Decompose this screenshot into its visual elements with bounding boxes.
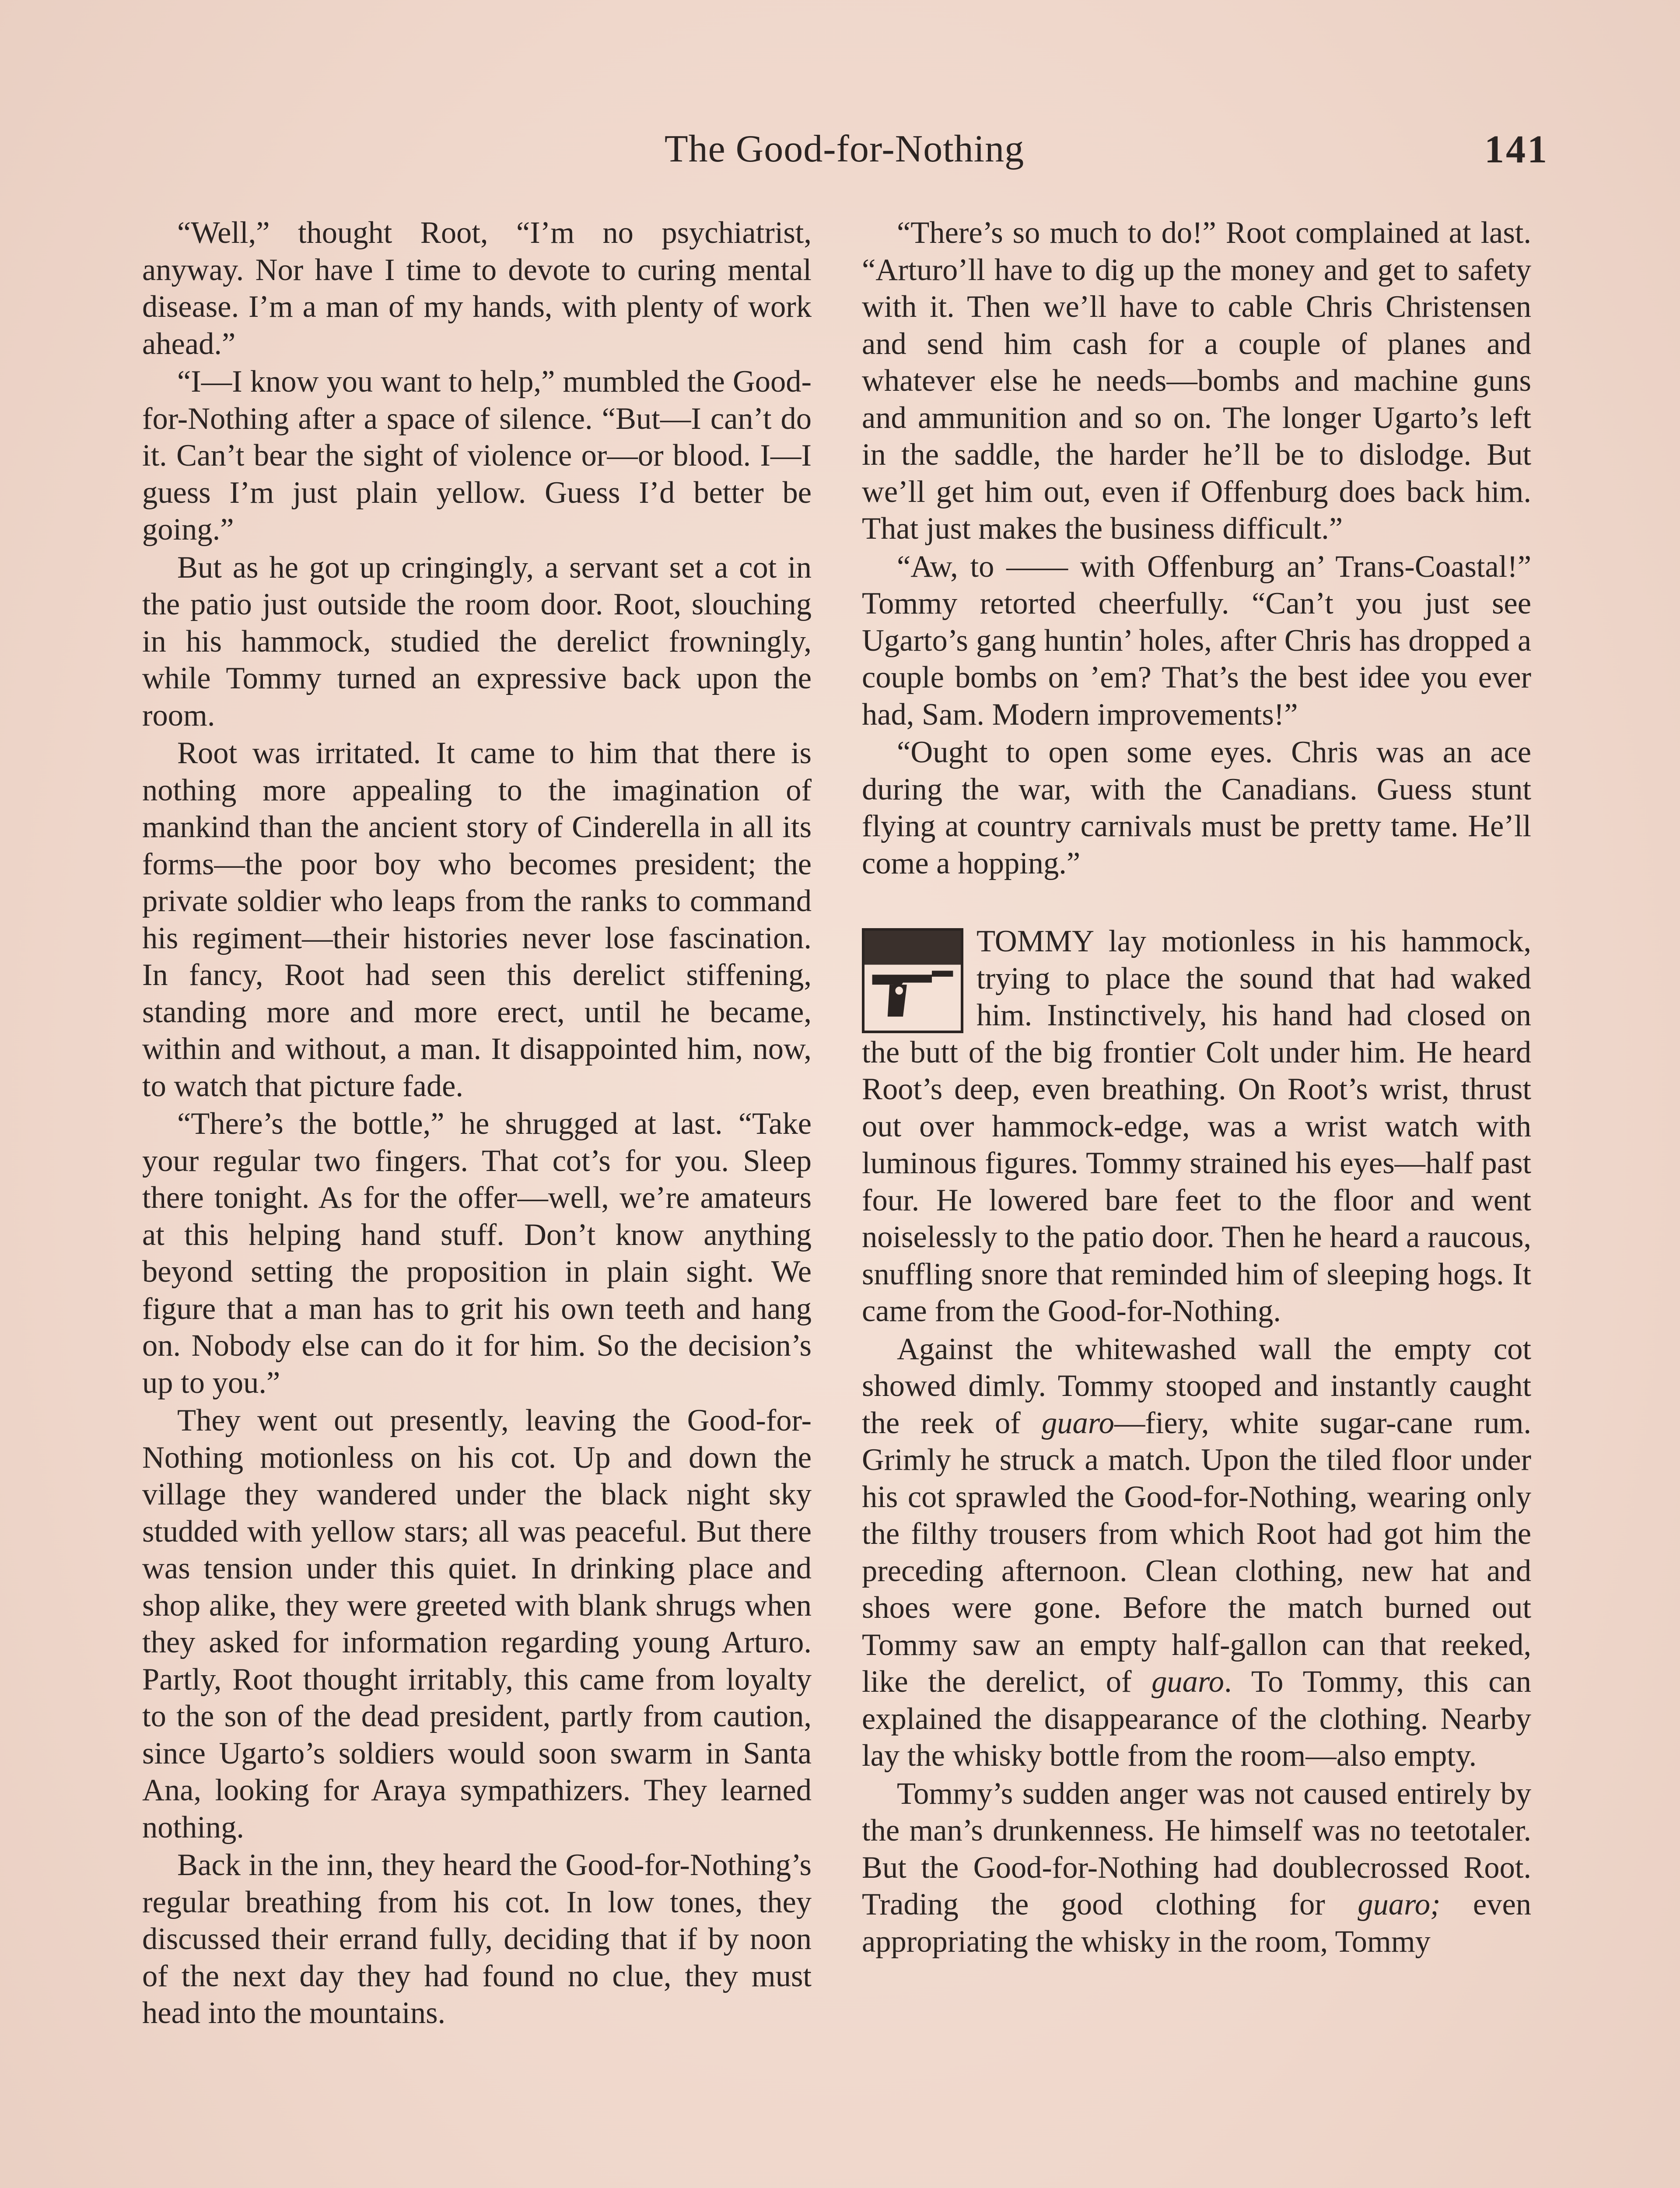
paragraph: But as he got up cringingly, a servant set a cot in the patio just outside the room door. Root, slouching in his hammock, studied the derelict frowningly, while Tommy turned an expressive back upon the room. (142, 550, 812, 733)
italic-word: guaro (1042, 1406, 1114, 1440)
text-run: even appropriating the whisky in the room, Tommy (862, 1887, 1531, 1959)
paragraph (862, 1775, 1531, 1960)
paragraph: “Ought to open some eyes. Chris was an ace during the war, with the Canadians. Guess stunt flying at country carnivals must be pretty tame. He’ll come a hopping.” (862, 735, 1531, 880)
running-title: The Good-for-Nothing (664, 128, 1025, 170)
running-header (140, 127, 1549, 184)
paragraph: “There’s the bottle,” he shrugged at last. “Take your regular two fingers. That cot’s for you. Sleep there tonight. As for the offer—well, we’re amateurs at this helping hand stuff. Don’t know anything beyond setting the proposition in plain sight. We figure that a man has to grit his own teeth and hang on. Nobody else can do it for him. So the decision’s up to you.” (142, 1107, 812, 1400)
section-break (862, 883, 1531, 923)
revolver-icon (862, 928, 963, 1033)
paragraph (862, 1331, 1531, 1774)
italic-word: guaro (1152, 1665, 1224, 1699)
text-run: . To Tommy, this can explained the disappearance of the clothing. Nearby lay the whisky bottle from the room—also empty. (862, 1665, 1532, 1773)
paragraph: “Well,” thought Root, “I’m no psychiatrist, anyway. Nor have I time to devote to curing mental disease. I’m a man of my hands, with plenty of work ahead.” (142, 216, 812, 361)
right-column (862, 214, 1531, 1961)
paragraph: “There’s so much to do!” Root complained at last. “Arturo’ll have to dig up the money and get to safety with it. Then we’ll have to cable Chris Christensen and send him cash for a couple of planes and whatever else he needs—bombs and machine guns and ammunition and so on. The longer Ugarto’s left in the saddle, the harder he’ll be to dislodge. But we’ll get him out, even if Offenburg does back him. That just makes the business difficult.” (862, 216, 1531, 546)
text-run: Tommy’s sudden anger was not caused entirely by the man’s drunkenness. He himself was no teetotaler. But the Good-for-Nothing had doublecrossed Root. Trading the good clothing for (862, 1776, 1531, 1922)
paragraph: Back in the inn, they heard the Good-for-Nothing’s regular breathing from his cot. In low tones, they discussed their errand fully, deciding that if by noon of the next day they had found no clue, they must head into the mountains. (142, 1848, 812, 2030)
text-run: —fiery, white sugar-cane rum. Grimly he struck a match. Upon the tiled floor under his cot sprawled the Good-for-Nothing, wearing only the filthy trousers from which Root had got him the preceding afternoon. Clean clothing, new hat and shoes were gone. Before the match burned out Tommy saw an empty half-gallon can that reeked, like the derelict, of (862, 1406, 1531, 1699)
paragraph: Root was irritated. It came to him that there is nothing more appealing to the imagination of mankind than the ancient story of Cinderella in all its forms—the poor boy who becomes president; the private soldier who leaps from the ranks to command his regiment—their histories never lose fascination. In fancy, Root had seen this derelict stiffening, standing more and more erect, until he became, within and without, a man. It disappointed him, now, to watch that picture fade. (142, 736, 812, 1103)
left-column (142, 214, 812, 2033)
page-number: 141 (1484, 128, 1549, 171)
section-opening-paragraph (862, 923, 1531, 1330)
italic-word: guaro; (1358, 1887, 1441, 1922)
section-opening-text: TOMMY lay motionless in his hammock, trying to place the sound that had waked him. Instinctively, his hand had closed on the butt of the big frontier Colt under him. He heard Root’s deep, even breathing. On Root’s wrist, thrust out over hammock-edge, was a wrist watch with luminous figures. Tommy strained his eyes—half past four. He lowered bare feet to the floor and went noiselessly to the patio door. Then he heard a raucous, snuffling snore that reminded him of sleeping hogs. It came from the Good-for-Nothing. (862, 924, 1531, 1328)
paragraph: “Aw, to —— with Offenburg an’ Trans-Coastal!” Tommy retorted cheerfully. “Can’t you just see Ugarto’s gang huntin’ holes, after Chris has dropped a couple bombs on ’em? That’s the best idee you ever had, Sam. Modern improvements!” (862, 549, 1531, 732)
paragraph: They went out presently, leaving the Good-for-Nothing motionless on his cot. Up and down the village they wandered under the black night sky studded with yellow stars; all was peaceful. But there was tension under this quiet. In drinking place and shop alike, they were greeted with blank shrugs when they asked for information regarding young Arturo. Partly, Root thought irritably, this came from loyalty to the son of the dead president, partly from caution, since Ugarto’s soldiers would soon swarm in Santa Ana, looking for Araya sympathizers. They learned nothing. (142, 1403, 812, 1844)
text-run: Against the whitewashed wall the empty cot showed dimly. Tommy stooped and instantly caught the reek of (862, 1332, 1531, 1440)
paragraph: “I—I know you want to help,” mumbled the Good-for-Nothing after a space of silence. “But—I can’t do it. Can’t bear the sight of violence or—or blood. I—I guess I’m just plain yellow. Guess I’d better be going.” (142, 365, 812, 547)
